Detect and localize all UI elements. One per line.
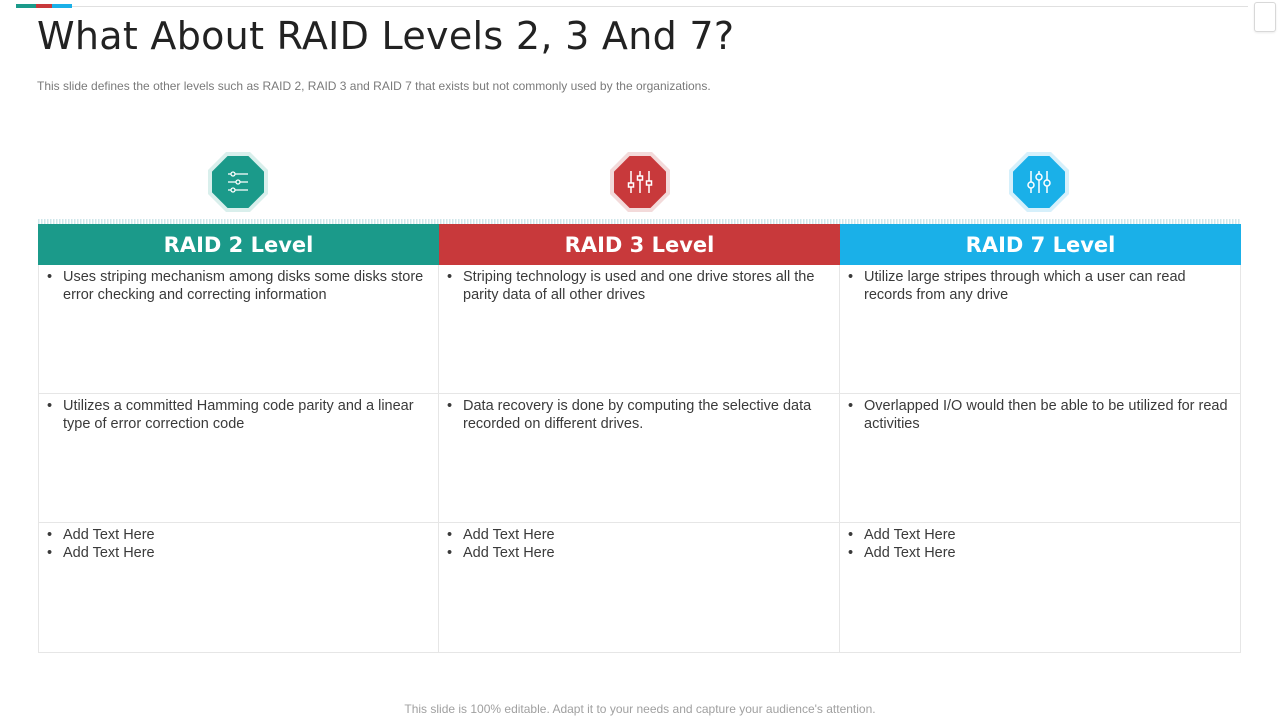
raid7-row3-cell: [840, 523, 1241, 653]
list-item: • Utilizes a committed Hamming code parity and a linear type of error correction code: [63, 397, 430, 433]
list-item: • Add Text Here: [864, 544, 1232, 562]
raid3-header: RAID 3 Level: [439, 224, 840, 265]
raid7-header: RAID 7 Level: [840, 224, 1241, 265]
accent-bar-red: [36, 4, 52, 8]
raid-comparison-table: [38, 224, 1241, 653]
raid2-icon-badge: [208, 152, 268, 212]
list-item: • Add Text Here: [63, 544, 430, 562]
raid2-header: RAID 2 Level: [38, 224, 439, 265]
top-divider: [72, 6, 1248, 7]
list-item: • Utilize large stripes through which a user can read records from any drive: [864, 268, 1232, 304]
raid2-row1-cell: [38, 265, 439, 394]
raid3-row1-cell: [439, 265, 840, 394]
raid7-row1-cell: [840, 265, 1241, 394]
list-item: • Add Text Here: [864, 526, 1232, 544]
raid7-icon-badge: [1009, 152, 1069, 212]
slide-subtitle: This slide defines the other levels such as RAID 2, RAID 3 and RAID 7 that exists but not commonly used by the organizations.: [37, 79, 711, 93]
raid3-row2-cell: [439, 394, 840, 523]
list-item: • Add Text Here: [463, 526, 831, 544]
slide-title: What About RAID Levels 2, 3 And 7?: [37, 14, 735, 58]
raid7-row2-cell: [840, 394, 1241, 523]
raid3-row3-cell: [439, 523, 840, 653]
raid3-icon-badge: [610, 152, 670, 212]
raid2-row3-cell: [38, 523, 439, 653]
slide-footer: This slide is 100% editable. Adapt it to your needs and capture your audience's attention.: [404, 702, 876, 716]
list-item: • Add Text Here: [463, 544, 831, 562]
list-item: • Data recovery is done by computing the selective data recorded on different drives.: [463, 397, 831, 433]
list-item: • Striping technology is used and one drive stores all the parity data of all other drives: [463, 268, 831, 304]
raid2-row2-cell: [38, 394, 439, 523]
slide-thumbnail-button[interactable]: [1254, 2, 1276, 32]
list-item: • Overlapped I/O would then be able to be utilized for read activities: [864, 397, 1232, 433]
list-item: • Uses striping mechanism among disks some disks store error checking and correcting information: [63, 268, 430, 304]
accent-bar-teal: [16, 4, 36, 8]
accent-bar-blue: [52, 4, 72, 8]
list-item: • Add Text Here: [63, 526, 430, 544]
